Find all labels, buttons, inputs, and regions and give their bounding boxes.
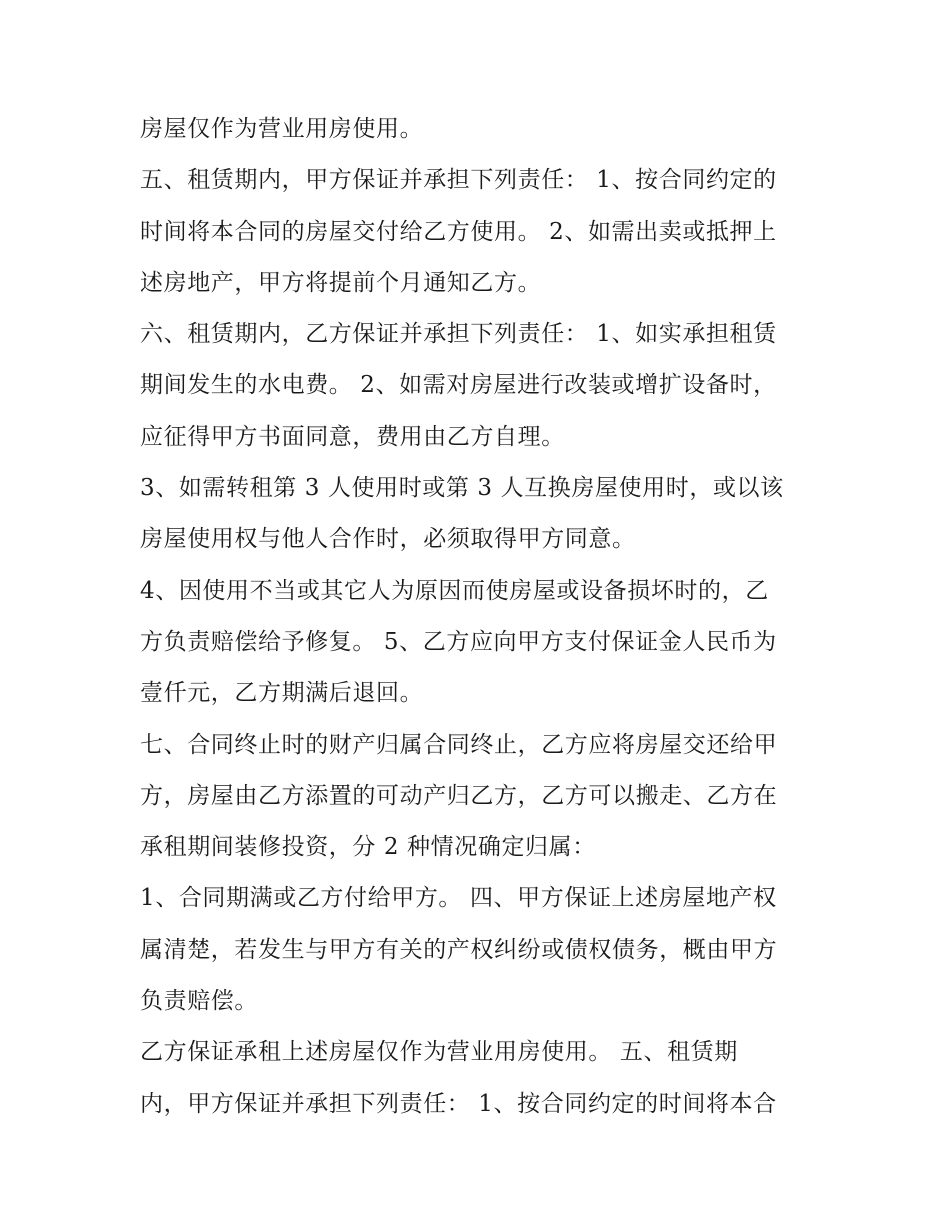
text-line: 房屋仅作为营业用房使用。 xyxy=(140,116,424,142)
text-line: 方负责赔偿给予修复。 5、乙方应向甲方支付保证金人民币为 xyxy=(140,628,777,655)
text-line: 述房地产，甲方将提前个月通知乙方。 xyxy=(140,269,542,296)
text-line: 七、合同终止时的财产归属合同终止，乙方应将房屋交还给甲 xyxy=(140,731,778,758)
text-line: 3、如需转租第 3 人使用时或第 3 人互换房屋使用时，或以该 xyxy=(140,475,784,502)
text-line: 属清楚，若发生与甲方有关的产权纠纷或债权债务，概由甲方 xyxy=(140,936,778,963)
text-line: 承租期间装修投资，分 2 种情况确定归属： xyxy=(140,834,596,861)
text-line: 1、合同期满或乙方付给甲方。 四、甲方保证上述房屋地产权 xyxy=(140,885,777,912)
document-body xyxy=(140,104,820,1130)
text-line: 六、租赁期内，乙方保证并承担下列责任： 1、如实承担租赁 xyxy=(140,321,777,348)
text-line: 房屋使用权与他人合作时，必须取得甲方同意。 xyxy=(140,526,636,553)
text-line: 4、因使用不当或其它人为原因而使房屋或设备损坏时的，乙 xyxy=(140,577,769,604)
text-line: 方，房屋由乙方添置的可动产归乙方，乙方可以搬走、乙方在 xyxy=(140,782,778,809)
text-line: 期间发生的水电费。 2、如需对房屋进行改装或增扩设备时， xyxy=(140,372,777,399)
text-line: 负责赔偿。 xyxy=(140,988,258,1015)
text-line: 壹仟元，乙方期满后退回。 xyxy=(140,680,424,707)
text-line: 时间将本合同的房屋交付给乙方使用。 2、如需出卖或抵押上 xyxy=(140,218,777,245)
text-line: 乙方保证承租上述房屋仅作为营业用房使用。 五、租赁期 xyxy=(140,1039,738,1066)
text-line: 应征得甲方书面同意，费用由乙方自理。 xyxy=(140,423,565,450)
text-line: 五、租赁期内，甲方保证并承担下列责任： 1、按合同约定的 xyxy=(140,167,777,194)
text-line: 内，甲方保证并承担下列责任： 1、按合同约定的时间将本合 xyxy=(140,1090,777,1117)
